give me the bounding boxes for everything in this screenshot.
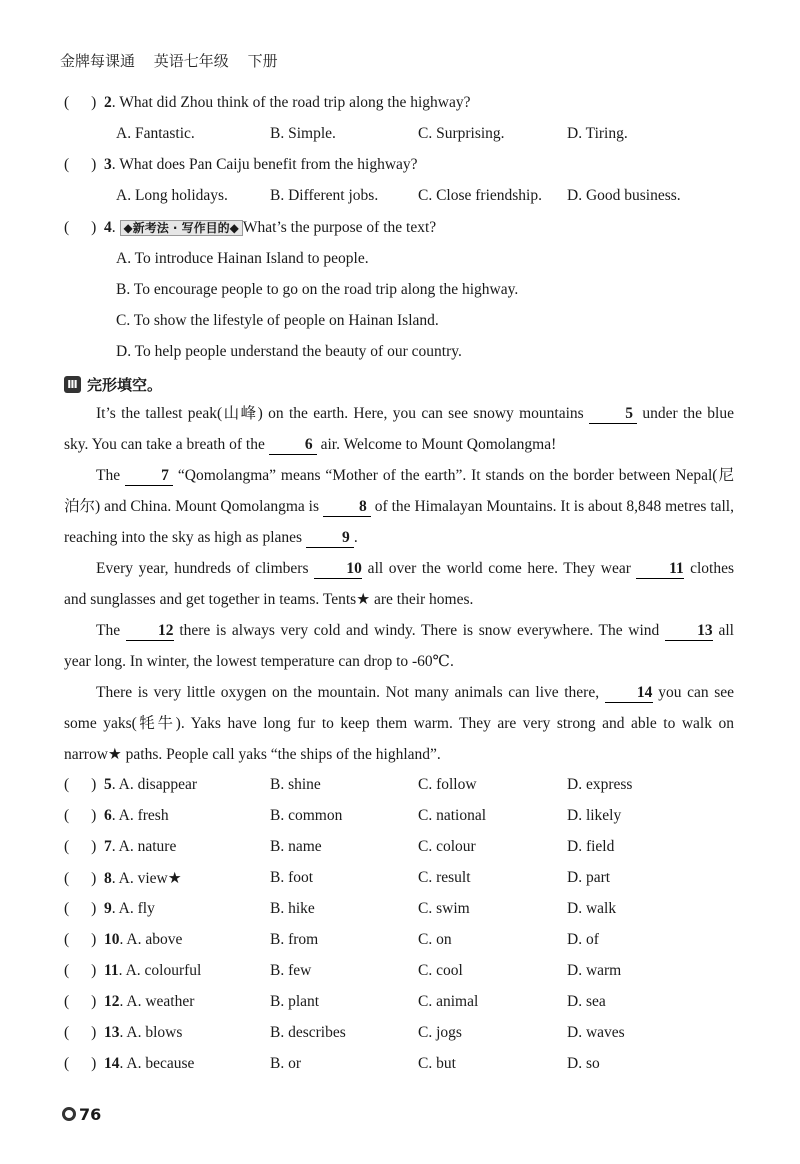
question-3: ( ) 3. What does Pan Caiju benefit from the highway? (64, 156, 418, 173)
question-number: 14 (104, 1055, 120, 1072)
cloze-question-11: ( ) 11. A. colourful (64, 962, 202, 979)
option: D. field (567, 838, 615, 855)
cloze-question-6: ( ) 6. A. fresh (64, 807, 169, 824)
option: C. result (418, 869, 471, 886)
answer-paren: ( ) (64, 1055, 97, 1072)
option: A. nature (118, 838, 177, 855)
question-number: 3 (104, 156, 112, 173)
option: D. To help people understand the beauty of our country. (116, 343, 462, 360)
option: A. blows (126, 1024, 183, 1041)
option: C. jogs (418, 1024, 462, 1041)
option: A. colourful (125, 962, 202, 979)
option: C. To show the lifestyle of people on Hainan Island. (116, 312, 439, 329)
option: D. of (567, 931, 599, 948)
cloze-question-13: ( ) 13. A. blows (64, 1024, 183, 1041)
gear-icon (62, 1107, 76, 1121)
option: C. Surprising. (418, 125, 505, 142)
answer-paren: ( ) (64, 931, 97, 948)
blank-7: 7 (125, 467, 173, 486)
question-number: 10 (104, 931, 120, 948)
question-number: 13 (104, 1024, 120, 1041)
question-number: 2 (104, 94, 112, 111)
option: A. fly (118, 900, 155, 917)
option: D. so (567, 1055, 600, 1072)
option: A. weather (126, 993, 195, 1010)
question-number: 7 (104, 838, 112, 855)
paragraph-4: The 12 there is always very cold and windy. There is snow everywhere. The wind 13 all year long. In winter, the lowest temperature can drop to -60℃. (64, 622, 734, 670)
option: A. To introduce Hainan Island to people. (116, 250, 369, 267)
question-stem: What’s the purpose of the text? (242, 219, 437, 236)
page-number: 76 (62, 1105, 101, 1124)
question-number: 6 (104, 807, 112, 824)
blank-12: 12 (126, 622, 174, 641)
option: C. follow (418, 776, 477, 793)
question-4: ( ) 4. ◆新考法 · 写作目的◆ What’s the purpose of the text? (64, 219, 437, 236)
option: A. fresh (118, 807, 169, 824)
cloze-question-7: ( ) 7. A. nature (64, 838, 177, 855)
question-number: 5 (104, 776, 112, 793)
option: C. colour (418, 838, 476, 855)
option: D. express (567, 776, 633, 793)
blank-11: 11 (636, 560, 684, 579)
option: A. Long holidays. (116, 187, 228, 204)
cloze-question-9: ( ) 9. A. fly (64, 900, 155, 917)
option: C. national (418, 807, 487, 824)
option: B. foot (270, 869, 314, 886)
blank-5: 5 (589, 405, 637, 424)
cloze-question-8: ( ) 8. A. view★ (64, 870, 182, 887)
question-number: 8 (104, 870, 112, 887)
option: A. above (126, 931, 183, 948)
option: A. disappear (118, 776, 197, 793)
option: B. shine (270, 776, 321, 793)
cloze-passage (64, 398, 734, 770)
option: B. hike (270, 900, 315, 917)
answer-paren: ( ) (64, 838, 97, 855)
question-number: 4 (104, 219, 112, 236)
question-stem: What did Zhou think of the road trip along the highway? (119, 94, 471, 111)
paragraph-5: There is very little oxygen on the mountain. Not many animals can live there, 14 you can see some yaks(牦牛). Yaks have long fur to keep them warm. They are very strong and able to walk on narrow★ paths. People call yaks “the ships of the highland”. (64, 684, 734, 763)
subject-title: 英语七年级 (153, 52, 229, 70)
paragraph-1: It’s the tallest peak(山峰) on the earth. Here, you can see snowy mountains 5 under the blue sky. You can take a breath of the 6 air. Welcome to Mount Qomolangma! (64, 405, 734, 453)
option: D. part (567, 869, 611, 886)
option: A. Fantastic. (116, 125, 195, 142)
option: A. view★ (118, 870, 182, 887)
cloze-question-14: ( ) 14. A. because (64, 1055, 195, 1072)
option: B. from (270, 931, 319, 948)
option: D. sea (567, 993, 606, 1010)
option: C. on (418, 931, 452, 948)
blank-14: 14 (605, 684, 653, 703)
cloze-question-12: ( ) 12. A. weather (64, 993, 195, 1010)
option: B. describes (270, 1024, 346, 1041)
answer-paren: ( ) (64, 962, 97, 979)
option: B. few (270, 962, 312, 979)
option: B. or (270, 1055, 301, 1072)
answer-paren: ( ) (64, 94, 97, 111)
option: A. because (126, 1055, 195, 1072)
blank-10: 10 (314, 560, 362, 579)
option: D. likely (567, 807, 622, 824)
option: B. plant (270, 993, 320, 1010)
answer-paren: ( ) (64, 870, 97, 887)
blank-8: 8 (323, 498, 371, 517)
blank-9: 9 (306, 529, 354, 548)
option: B. name (270, 838, 322, 855)
blank-13: 13 (665, 622, 713, 641)
answer-paren: ( ) (64, 219, 97, 236)
option: D. Good business. (567, 187, 681, 204)
question-number: 12 (104, 993, 120, 1010)
blank-6: 6 (269, 436, 317, 455)
answer-paren: ( ) (64, 156, 97, 173)
option: B. common (270, 807, 343, 824)
option: B. To encourage people to go on the road trip along the highway. (116, 281, 519, 298)
page-header (60, 50, 292, 71)
option: B. Different jobs. (270, 187, 379, 204)
option: C. cool (418, 962, 463, 979)
question-number: 11 (104, 962, 119, 979)
volume-title: 下册 (247, 52, 278, 70)
question-stem: What does Pan Caiju benefit from the highway? (119, 156, 418, 173)
answer-paren: ( ) (64, 776, 97, 793)
answer-paren: ( ) (64, 1024, 97, 1041)
answer-paren: ( ) (64, 993, 97, 1010)
cloze-question-5: ( ) 5. A. disappear (64, 776, 197, 793)
section-heading (64, 374, 162, 395)
option: C. swim (418, 900, 470, 917)
option: C. Close friendship. (418, 187, 542, 204)
new-exam-tag: ◆新考法 · 写作目的◆ (120, 220, 243, 236)
option: D. walk (567, 900, 617, 917)
option: D. warm (567, 962, 622, 979)
cloze-question-10: ( ) 10. A. above (64, 931, 183, 948)
section-number-icon: Ⅲ (64, 376, 81, 393)
paragraph-3: Every year, hundreds of climbers 10 all over the world come here. They wear 11 clothes and sunglasses and get together in teams. Tents★ are their homes. (64, 560, 734, 608)
question-number: 9 (104, 900, 112, 917)
answer-paren: ( ) (64, 807, 97, 824)
option: D. Tiring. (567, 125, 628, 142)
section-title: 完形填空。 (87, 376, 163, 394)
paragraph-2: The 7 “Qomolangma” means “Mother of the earth”. It stands on the border between Nepal(尼泊尔) and China. Mount Qomolangma is 8 of the Himalayan Mountains. It is about 8,848 metres tall, reaching into the sky as high as planes 9 . (64, 467, 734, 546)
option: C. but (418, 1055, 456, 1072)
book-title: 金牌每课通 (60, 52, 136, 70)
option: D. waves (567, 1024, 625, 1041)
option: B. Simple. (270, 125, 336, 142)
option: C. animal (418, 993, 479, 1010)
answer-paren: ( ) (64, 900, 97, 917)
question-2: ( ) 2. What did Zhou think of the road trip along the highway? (64, 94, 471, 111)
